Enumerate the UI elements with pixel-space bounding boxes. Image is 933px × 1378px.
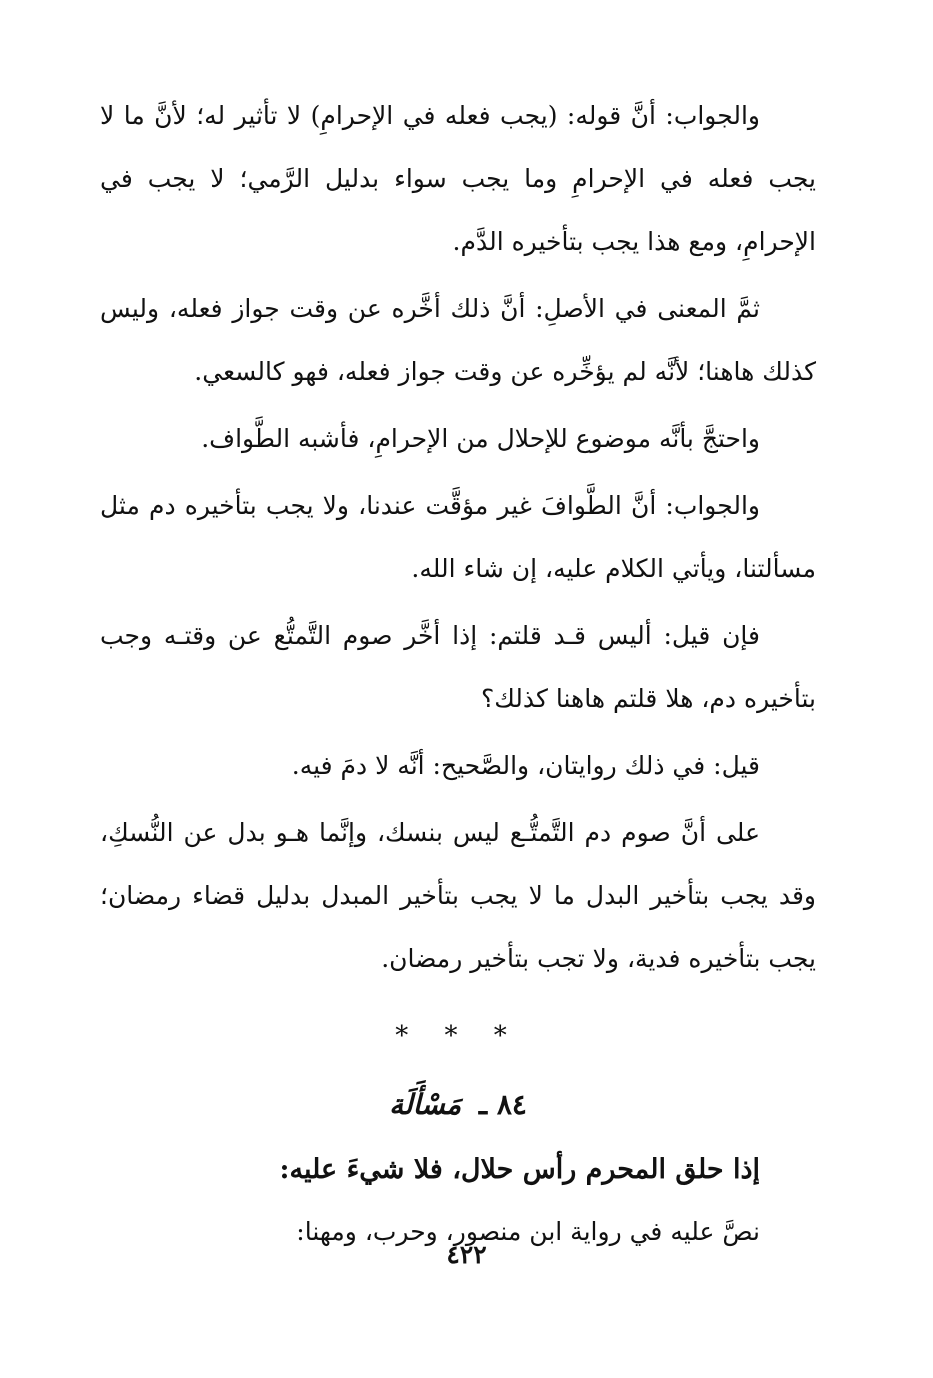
issue-word: مَسْأَلَة	[389, 1088, 462, 1121]
section-separator: * * *	[395, 1021, 521, 1051]
paragraph-meaning: ثمَّ المعنى في الأصلِ: أنَّ ذلك أخَّره عن وقت جواز فعله، وليس كذلك هاهنا؛ لأنَّه لم يؤخِّره عن وقت جواز فعله، فهو كالسعي.	[100, 294, 816, 386]
paragraph-conclusion: على أنَّ صوم دم التَّمتُّـع ليس بنسك، وإنَّما هـو بدل عن النُّسكِ، وقد يجب بتأخير البدل ما لا يجب بتأخير المبدل بدليل قضاء رمضان؛ يجب بتأخيره فدية، ولا تجب بتأخير رمضان.	[100, 818, 816, 973]
paragraph-objection: فإن قيل: أليس قـد قلتم: إذا أخَّر صوم التَّمتُّع عن وقتـه وجب بتأخيره دم، هلا قلتم هاهنا كذلك؟	[100, 621, 816, 713]
issue-number: ٨٤ ـ	[478, 1088, 527, 1121]
paragraph-answer-2: والجواب: أنَّ الطَّوافَ غير مؤقَّت عندنا، ولا يجب بتأخيره دم مثل مسألتنا، ويأتي الكلام عليه، إن شاء الله.	[100, 491, 816, 583]
issue-title: إذا حلق المحرم رأس حلال، فلا شيءَ عليه:	[279, 1154, 760, 1185]
paragraph-reply: قيل: في ذلك روايتان، والصَّحيح: أنَّه لا دمَ فيه.	[291, 751, 760, 780]
paragraph-answer-1: والجواب: أنَّ قوله: (يجب فعله في الإحرامِ) لا تأثير له؛ لأنَّ ما لا يجب فعله في الإحرامِ وما يجب سواء بدليل الرَّمي؛ لا يجب في الإحرامِ، ومع هذا يجب بتأخيره الدَّم.	[100, 101, 816, 256]
page-body	[100, 84, 816, 1304]
page-number: ٤٢٢	[446, 1240, 487, 1269]
issue-heading	[100, 1070, 816, 1140]
issue-note: نصَّ عليه في رواية ابن منصور، وحرب، ومهنا:	[296, 1217, 760, 1246]
paragraph-argument: واحتجَّ بأنَّه موضوع للإحلال من الإحرامِ، فأشبه الطَّواف.	[201, 424, 760, 453]
